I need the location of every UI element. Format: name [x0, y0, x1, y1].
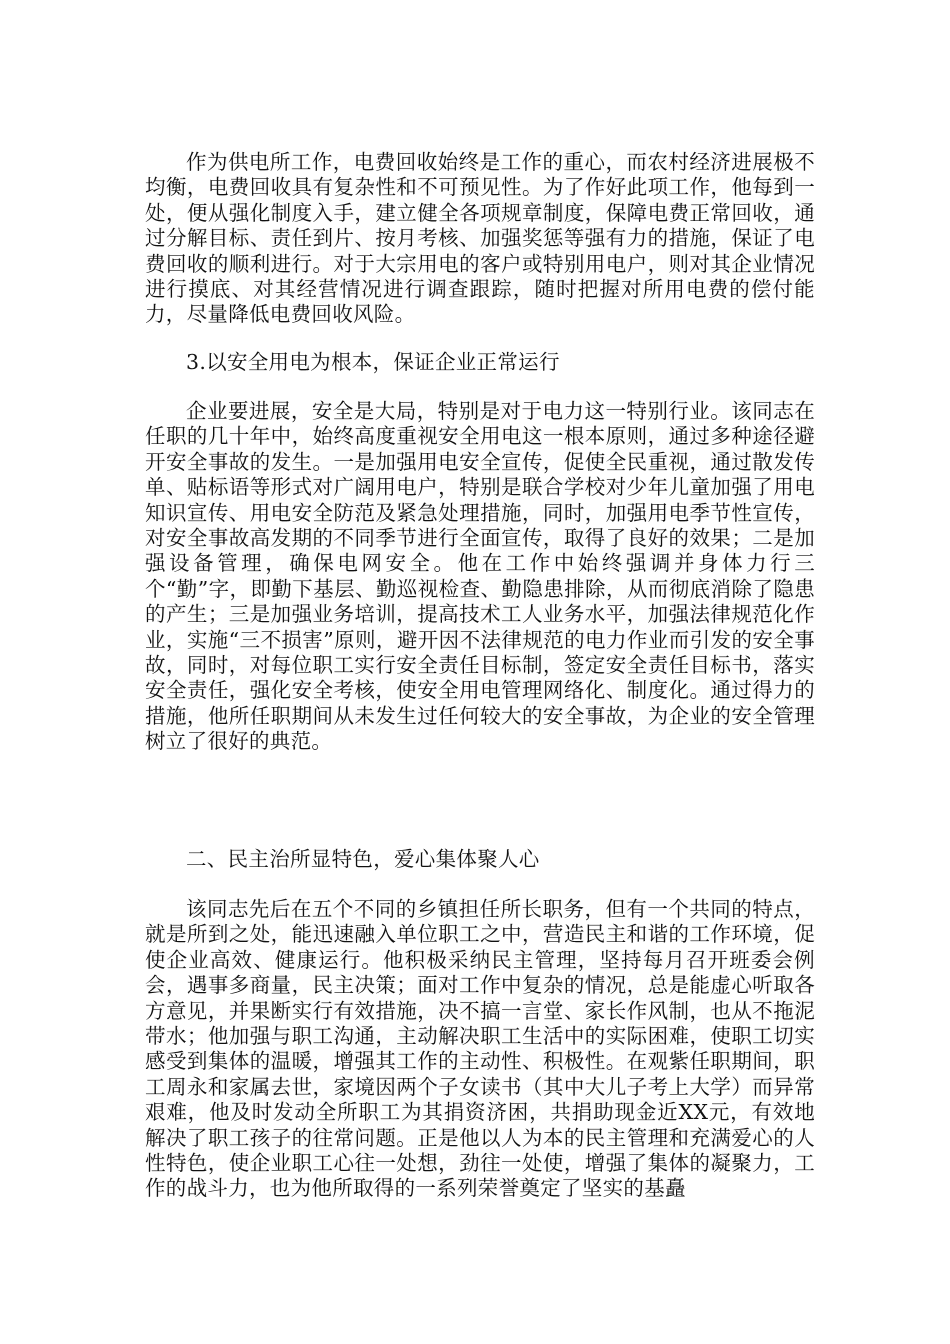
paragraph-democratic-caring: 该同志先后在五个不同的乡镇担任所长职务，但有一个共同的特点，就是所到之处，能迅速融入单位职工之中，营造民主和谐的工作环境，促使企业高效、健康运行。他积极采纳民主管理，坚持每月召开班委会例会，遇事多商量，民主决策；面对工作中复杂的情况，总是能虚心听取各方意见，并果断实行有效措施，决不搞一言堂、家长作风制，也从不拖泥带水；他加强与职工沟通，主动解决职工生活中的实际困难，使职工切实感受到集体的温暖，增强其工作的主动性、积极性。在观紫任职期间，职工周永和家属去世，家境因两个子女读书（其中大儿子考上大学）而异常艰难，他及时发动全所职工为其捐资济困，共捐助现金近XX元，有效地解决了职工孩子的往常问题。正是他以人为本的民主管理和充满爱心的人性特色，使企业职工心往一处想，劲往一处使，增强了集体的凝聚力，工作的战斗力，也为他所取得的一系列荣誉奠定了坚实的基矗	[145, 897, 815, 1201]
section-heading-safe-electricity: 3.以安全用电为根本，保证企业正常运行	[186, 350, 560, 374]
section-heading-democratic-management: 二、民主治所显特色，爱心集体聚人心	[186, 847, 540, 871]
paragraph-safety-management: 企业要进展，安全是大局，特别是对于电力这一特别行业。该同志在任职的几十年中，始终高度重视安全用电这一根本原则，通过多种途径避开安全事故的发生。一是加强用电安全宣传，促使全民重视，通过散发传单、贴标语等形式对广阔用电户，特别是联合学校对少年儿童加强了用电知识宣传、用电安全防范及紧急处理措施，同时，加强用电季节性宣传，对安全事故高发期的不同季节进行全面宣传，取得了良好的效果；二是加强设备管理，确保电网安全。他在工作中始终强调并身体力行三个“勤”字，即勤下基层、勤巡视检查、勤隐患排除，从而彻底消除了隐患的产生；三是加强业务培训，提高技术工人业务水平，加强法律规范化作业，实施“三不损害”原则，避开因不法律规范的电力作业而引发的安全事故，同时，对每位职工实行安全责任目标制，签定安全责任目标书，落实安全责任，强化安全考核，使安全用电管理网络化、制度化。通过得力的措施，他所任职期间从未发生过任何较大的安全事故，为企业的安全管理树立了很好的典范。	[145, 399, 815, 754]
paragraph-electricity-fee-recovery: 作为供电所工作，电费回收始终是工作的重心，而农村经济进展极不均衡，电费回收具有复杂性和不可预见性。为了作好此项工作，他每到一处，便从强化制度入手，建立健全各项规章制度，保障电费正常回收，通过分解目标、责任到片、按月考核、加强奖惩等强有力的措施，保证了电费回收的顺利进行。对于大宗用电的客户或特别用电户，则对其企业情况进行摸底、对其经营情况进行调查跟踪，随时把握对所用电费的偿付能力，尽量降低电费回收风险。	[145, 150, 815, 327]
